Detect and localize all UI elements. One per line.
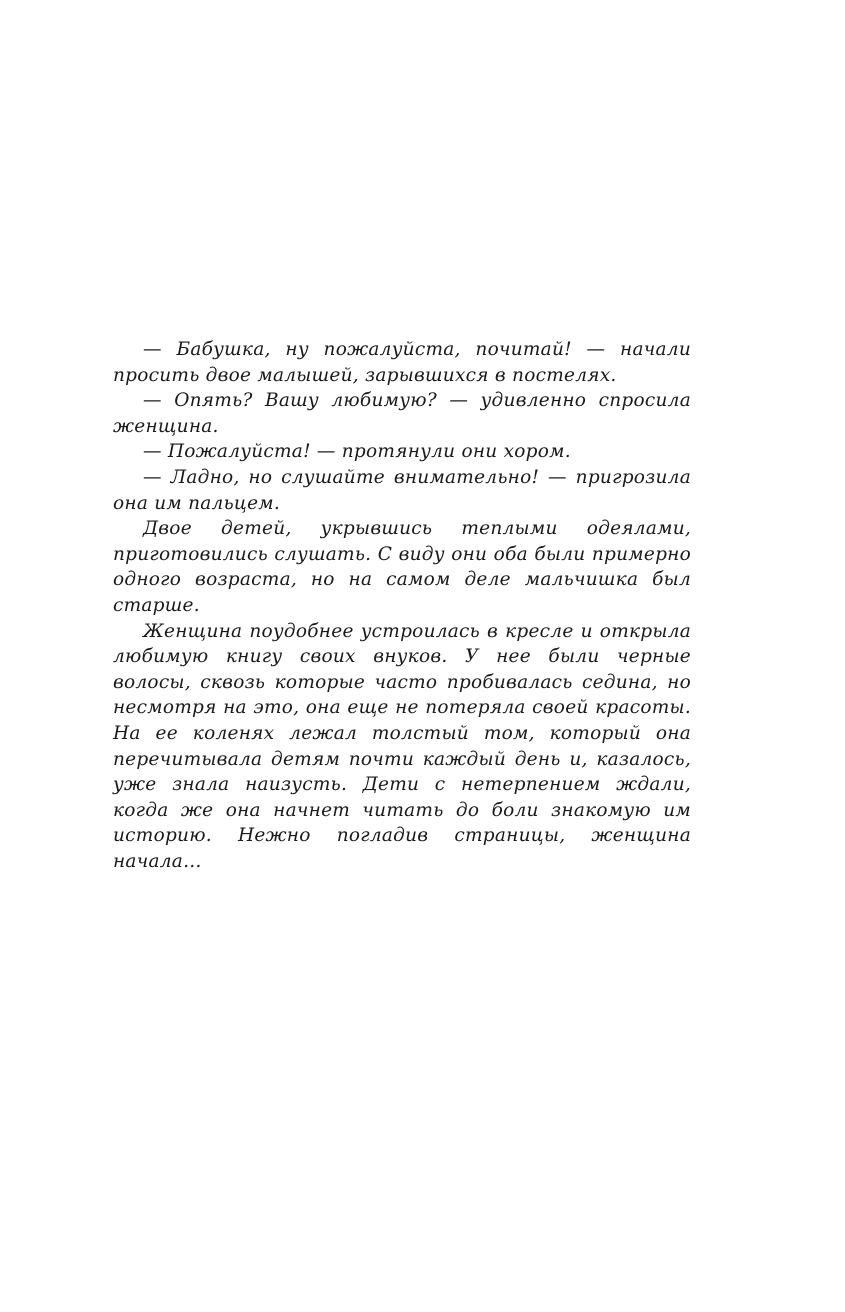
paragraph-3: — Пожалуйста! — протянули они хором. [143,441,571,463]
paragraph-2: — Опять? Вашу любимую? — удивленно спросила женщина. [113,390,691,437]
paragraph-5: Двое детей, укрывшись теплыми одеялами, приготовились слушать. С виду они оба были примерно одного возраста, но на самом деле мальчишка был старше. [113,518,691,616]
paragraph-6: Женщина поудобнее устроилась в кресле и открыла любимую книгу своих внуков. У нее были черные волосы, сквозь которые часто пробивалась седина, но несмотря на это, она еще не потеряла своей красоты. На ее коленях лежал толстый том, который она перечитывала детям почти каждый день и, казалось, уже знала наизусть. Дети с нетерпением ждали, когда же она начнет читать до боли знакомую им историю. Нежно погладив страницы, женщина начала… [113,620,691,872]
paragraph-1: — Бабушка, ну пожалуйста, почитай! — начали просить двое малышей, зарывшихся в постелях. [113,339,691,386]
body-text [113,337,691,874]
paragraph-4: — Ладно, но слушайте внимательно! — пригрозила она им пальцем. [113,466,691,514]
